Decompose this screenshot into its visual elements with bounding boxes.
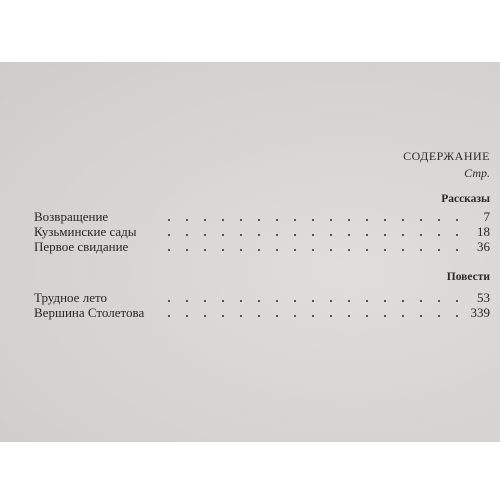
toc-entry-page: 53 [477,290,490,305]
toc-entry-page: 18 [477,224,490,239]
book-page [0,62,500,442]
toc-entry [28,291,490,305]
toc-title: СОДЕРЖАНИЕ [403,149,490,163]
page-column-header: Стр. [464,166,490,180]
background-margin [0,442,500,500]
toc-entry-title: Трудное лето [34,290,107,305]
dot-leader [160,315,466,317]
dot-leader [160,219,466,221]
dot-leader [160,249,466,251]
toc-entry [28,306,490,320]
toc-entry [28,240,490,254]
section-heading-stories: Рассказы [441,193,490,205]
toc-entry-title: Кузьминские сады [34,224,137,239]
toc-entry-title: Возвращение [34,209,109,224]
toc-entry [28,210,490,224]
toc-entry-page: 7 [483,209,490,224]
toc-entry-page: 36 [477,239,490,254]
toc-entry-page: 339 [470,305,490,320]
toc-entry-title: Вершина Столетова [34,305,145,320]
section-heading-novellas: Повести [446,271,490,283]
dot-leader [160,234,466,236]
dot-leader [160,300,466,302]
toc-entry [28,225,490,239]
toc-entry-title: Первое свидание [34,239,129,254]
